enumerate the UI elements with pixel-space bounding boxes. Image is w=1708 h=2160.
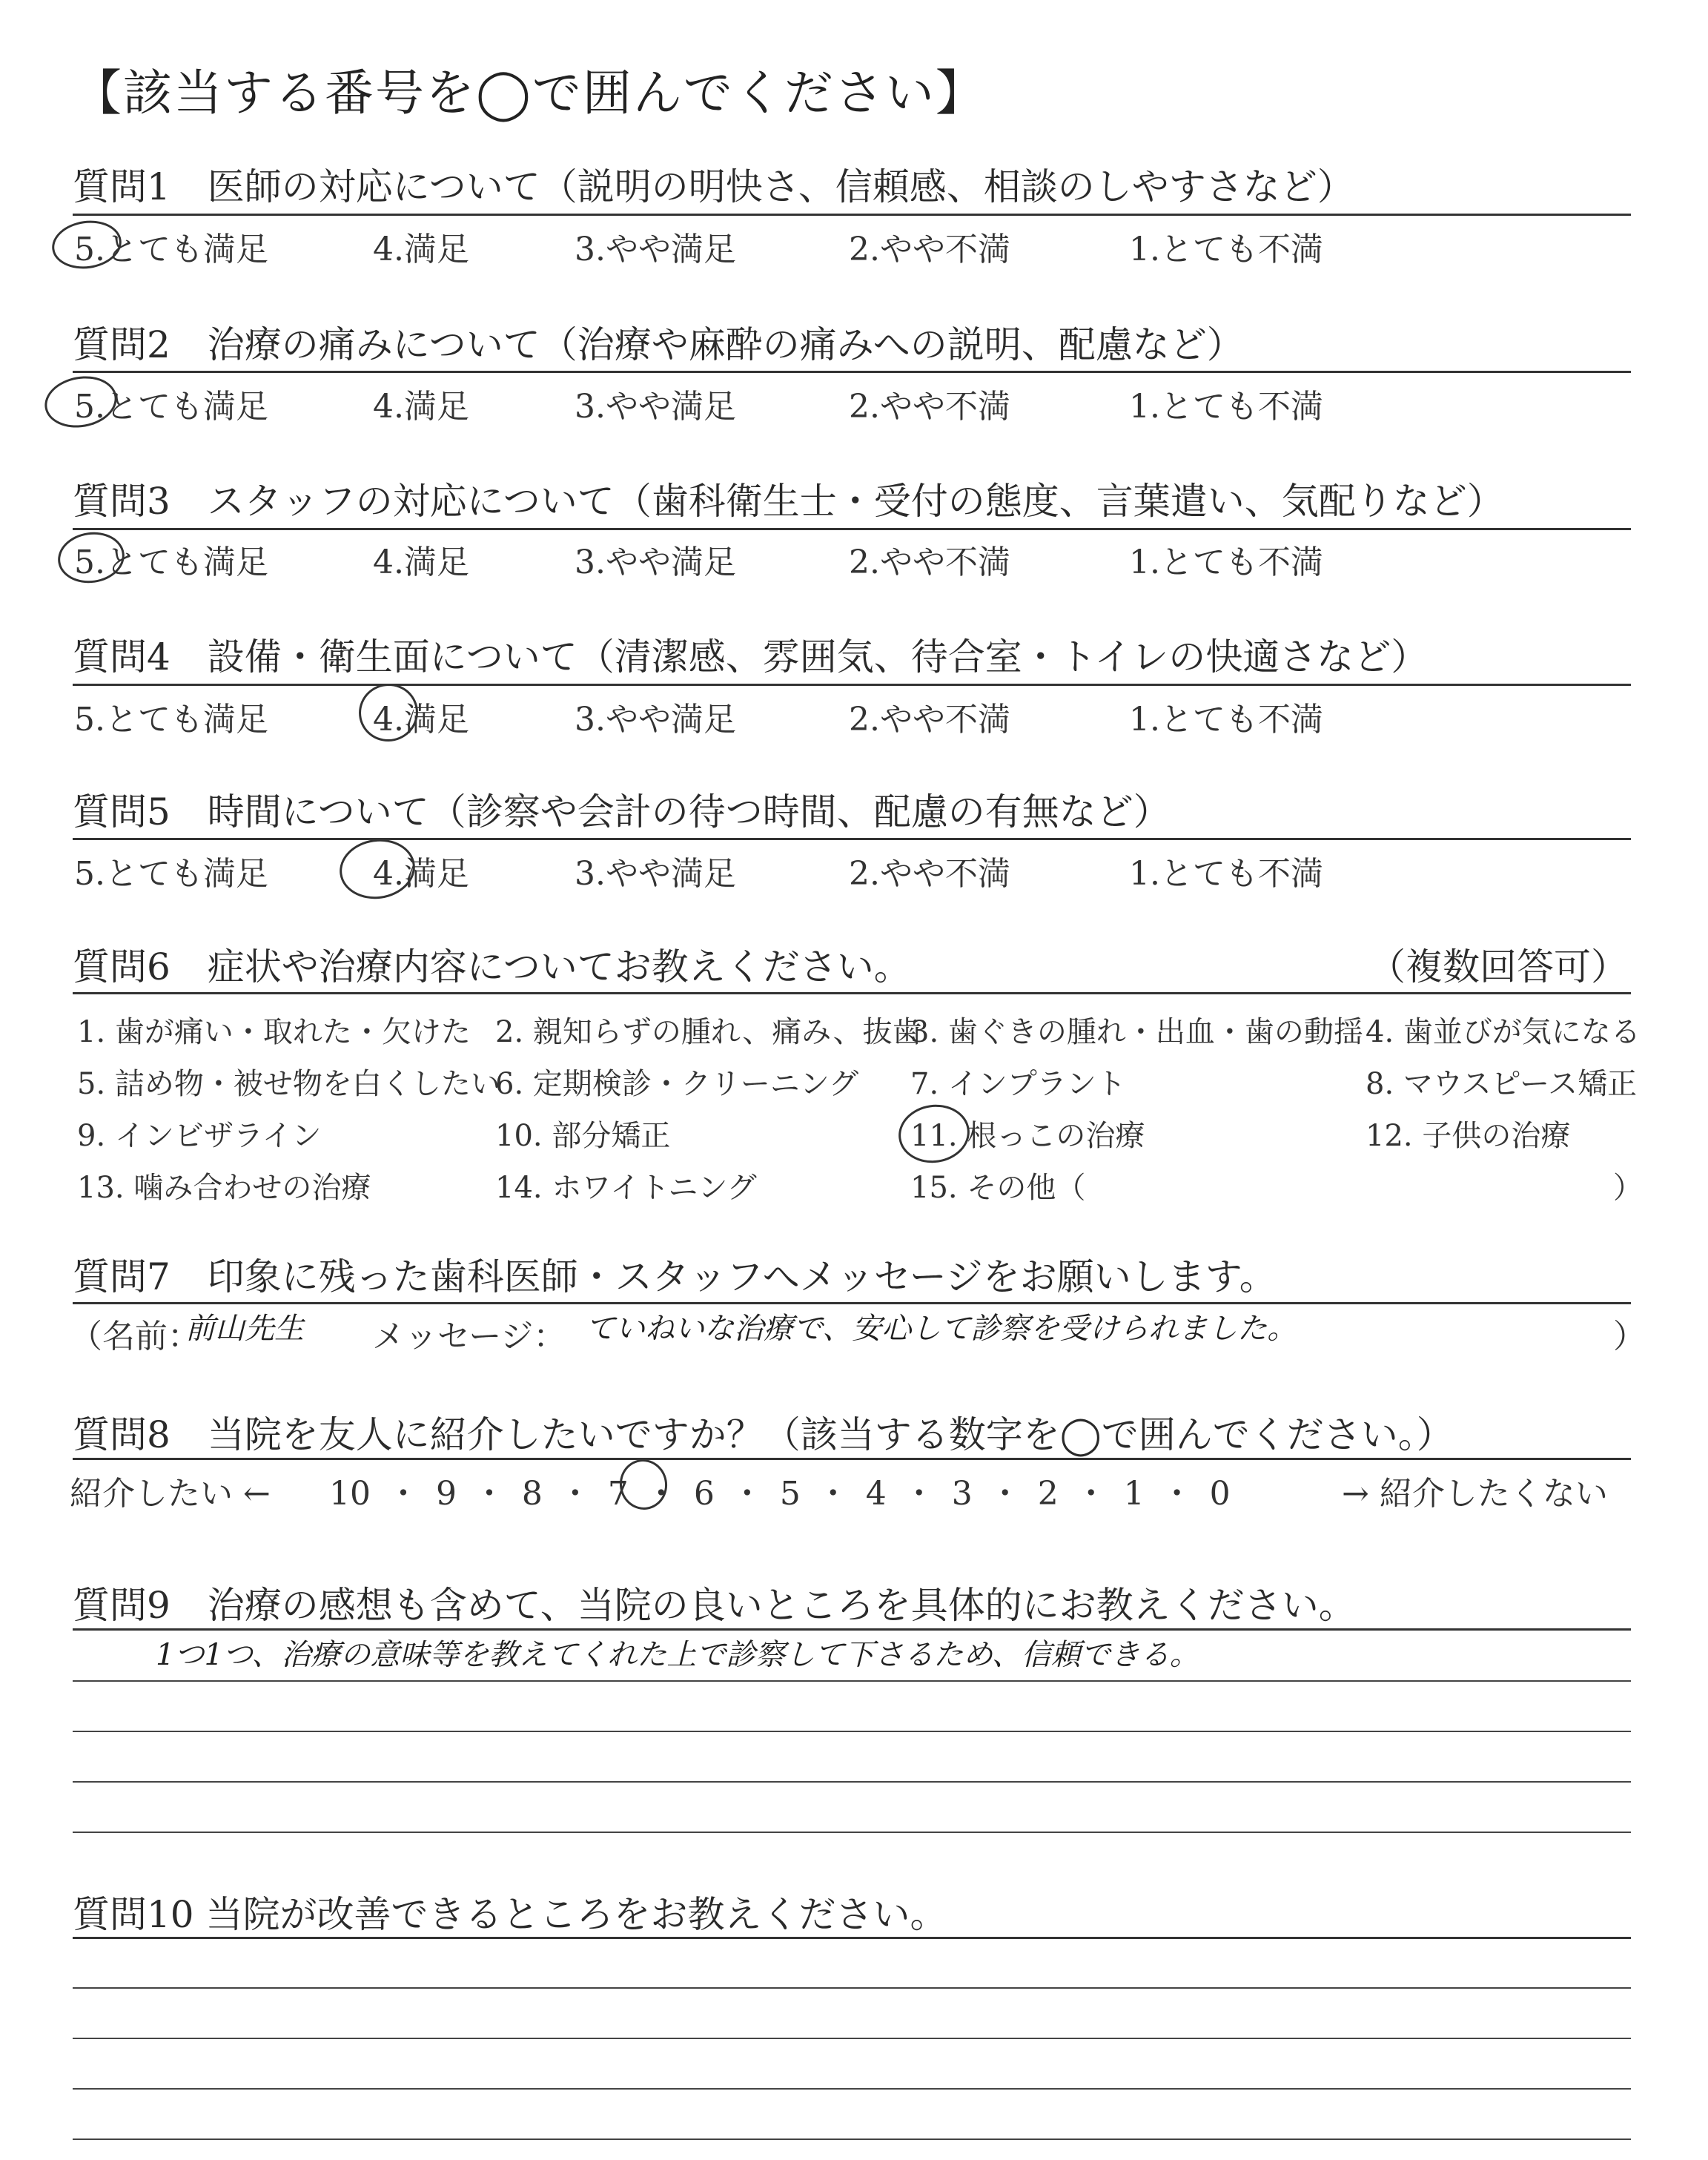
q3-option-1[interactable]: 1.とても不満 (1129, 544, 1323, 581)
q8-left-label: 紹介したい ← (70, 1475, 271, 1513)
q2-title: 質問2 治療の痛みについて（治療や麻酔の痛みへの説明、配慮など） (73, 323, 1244, 366)
q1-option-1[interactable]: 1.とても不満 (1129, 231, 1323, 268)
q4-option-1[interactable]: 1.とても不満 (1129, 701, 1323, 739)
q6-item-7[interactable]: 7. インプラント (910, 1067, 1126, 1101)
q2-option-4[interactable]: 4.満足 (373, 388, 469, 426)
q6-title: 質問6 症状や治療内容についてお教えください。 (73, 945, 911, 988)
q9-title: 質問9 治療の感想も含めて、当院の良いところを具体的にお教えください。 (73, 1584, 1356, 1627)
q5-option-2[interactable]: 2.やや不満 (849, 855, 1010, 893)
q7-title: 質問7 印象に残った歯科医師・スタッフへメッセージをお願いします。 (73, 1255, 1277, 1298)
q2-rule (73, 371, 1631, 373)
q7-name-handwritten[interactable]: 前山先生 (185, 1312, 304, 1346)
q6-item-10[interactable]: 10. 部分矯正 (495, 1119, 671, 1153)
q9-answer-line-1 (73, 1680, 1631, 1682)
q9-rule (73, 1628, 1631, 1631)
q2-option-1[interactable]: 1.とても不満 (1129, 388, 1323, 426)
q7-close-paren: ） (1613, 1318, 1646, 1355)
q5-rule (73, 838, 1631, 840)
q4-title: 質問4 設備・衛生面について（清潔感、雰囲気、待合室・トイレの快適さなど） (73, 635, 1429, 678)
q3-option-2[interactable]: 2.やや不満 (849, 544, 1010, 581)
q7-name-label: （名前： (70, 1318, 200, 1355)
q3-option-5[interactable]: 5.とても満足 (74, 544, 268, 581)
q9-answer-line-3 (73, 1781, 1631, 1783)
q10-rule (73, 1937, 1631, 1939)
q6-item-3[interactable]: 3. 歯ぐきの腫れ・出血・歯の動揺 (910, 1015, 1363, 1049)
q10-answer-line-1 (73, 1987, 1631, 1989)
q9-answer-line-4 (73, 1832, 1631, 1833)
q4-option-4[interactable]: 4.満足 (373, 701, 469, 739)
q6-item-13[interactable]: 13. 噛み合わせの治療 (77, 1171, 371, 1205)
q6-selection-circle (895, 1100, 973, 1168)
q3-rule (73, 528, 1631, 530)
q7-rule (73, 1302, 1631, 1304)
q4-rule (73, 684, 1631, 686)
q5-option-4[interactable]: 4.満足 (373, 855, 469, 893)
q4-option-2[interactable]: 2.やや不満 (849, 701, 1010, 739)
q6-multi-note: （複数回答可） (1368, 945, 1628, 988)
q1-option-2[interactable]: 2.やや不満 (849, 231, 1010, 268)
q6-item-8[interactable]: 8. マウスピース矯正 (1366, 1067, 1638, 1101)
q9-answer-handwritten[interactable]: 1つ1つ、治療の意味等を教えてくれた上で診察して下さるため、信頼できる。 (156, 1638, 1199, 1672)
q2-option-3[interactable]: 3.やや満足 (575, 388, 736, 426)
q6-item-2[interactable]: 2. 親知らずの腫れ、痛み、抜歯 (495, 1015, 922, 1049)
q2-option-2[interactable]: 2.やや不満 (849, 388, 1010, 426)
q7-message-label: メッセージ： (372, 1318, 566, 1355)
q4-option-5[interactable]: 5.とても満足 (74, 701, 268, 739)
q6-item-15[interactable]: 15. その他（ (910, 1171, 1086, 1205)
q10-answer-line-2 (73, 2038, 1631, 2039)
q6-item-12[interactable]: 12. 子供の治療 (1366, 1119, 1571, 1153)
q2-option-5[interactable]: 5.とても満足 (74, 388, 268, 426)
q6-item-14[interactable]: 14. ホワイトニング (495, 1171, 757, 1205)
q3-title: 質問3 スタッフの対応について（歯科衛生士・受付の態度、言葉遣い、気配りなど） (73, 480, 1504, 523)
q1-rule (73, 214, 1631, 216)
q6-other-close: ） (1613, 1171, 1643, 1205)
q7-message-handwritten[interactable]: ていねいな治療で、安心して診察を受けられました。 (586, 1312, 1297, 1346)
q6-item-1[interactable]: 1. 歯が痛い・取れた・欠けた (77, 1015, 471, 1049)
q8-rule (73, 1458, 1631, 1460)
q6-rule (73, 992, 1631, 994)
q5-title: 質問5 時間について（診察や会計の待つ時間、配慮の有無など） (73, 790, 1171, 833)
q3-option-3[interactable]: 3.やや満足 (575, 544, 736, 581)
q1-option-5[interactable]: 5.とても満足 (74, 231, 268, 268)
q10-answer-line-4 (73, 2138, 1631, 2140)
q6-item-11[interactable]: 11. 根っこの治療 (910, 1119, 1145, 1153)
q10-answer-line-3 (73, 2088, 1631, 2090)
q8-right-label: → 紹介したくない (1342, 1475, 1608, 1513)
form-header: 【該当する番号を◯で囲んでください】 (73, 65, 986, 122)
q5-option-5[interactable]: 5.とても満足 (74, 855, 268, 893)
q6-item-5[interactable]: 5. 詰め物・被せ物を白くしたい (77, 1067, 500, 1101)
q1-option-4[interactable]: 4.満足 (373, 231, 469, 268)
q5-option-1[interactable]: 1.とても不満 (1129, 855, 1323, 893)
q8-scale[interactable]: 10 ・ 9 ・ 8 ・ 7 ・ 6 ・ 5 ・ 4 ・ 3 ・ 2 ・ 1 ・ 0 (329, 1475, 1231, 1513)
q5-option-3[interactable]: 3.やや満足 (575, 855, 736, 893)
q1-option-3[interactable]: 3.やや満足 (575, 231, 736, 268)
q10-title: 質問10 当院が改善できるところをお教えください。 (73, 1893, 947, 1936)
q1-title: 質問1 医師の対応について（説明の明快さ、信頼感、相談のしやすさなど） (73, 165, 1354, 208)
q3-option-4[interactable]: 4.満足 (373, 544, 469, 581)
q6-item-9[interactable]: 9. インビザライン (77, 1119, 322, 1153)
q8-title: 質問8 当院を友人に紹介したいですか？（該当する数字を◯で囲んでください。） (73, 1413, 1454, 1456)
q4-option-3[interactable]: 3.やや満足 (575, 701, 736, 739)
q6-item-4[interactable]: 4. 歯並びが気になる (1366, 1015, 1641, 1049)
q6-item-6[interactable]: 6. 定期検診・クリーニング (495, 1067, 859, 1101)
q9-answer-line-2 (73, 1731, 1631, 1732)
